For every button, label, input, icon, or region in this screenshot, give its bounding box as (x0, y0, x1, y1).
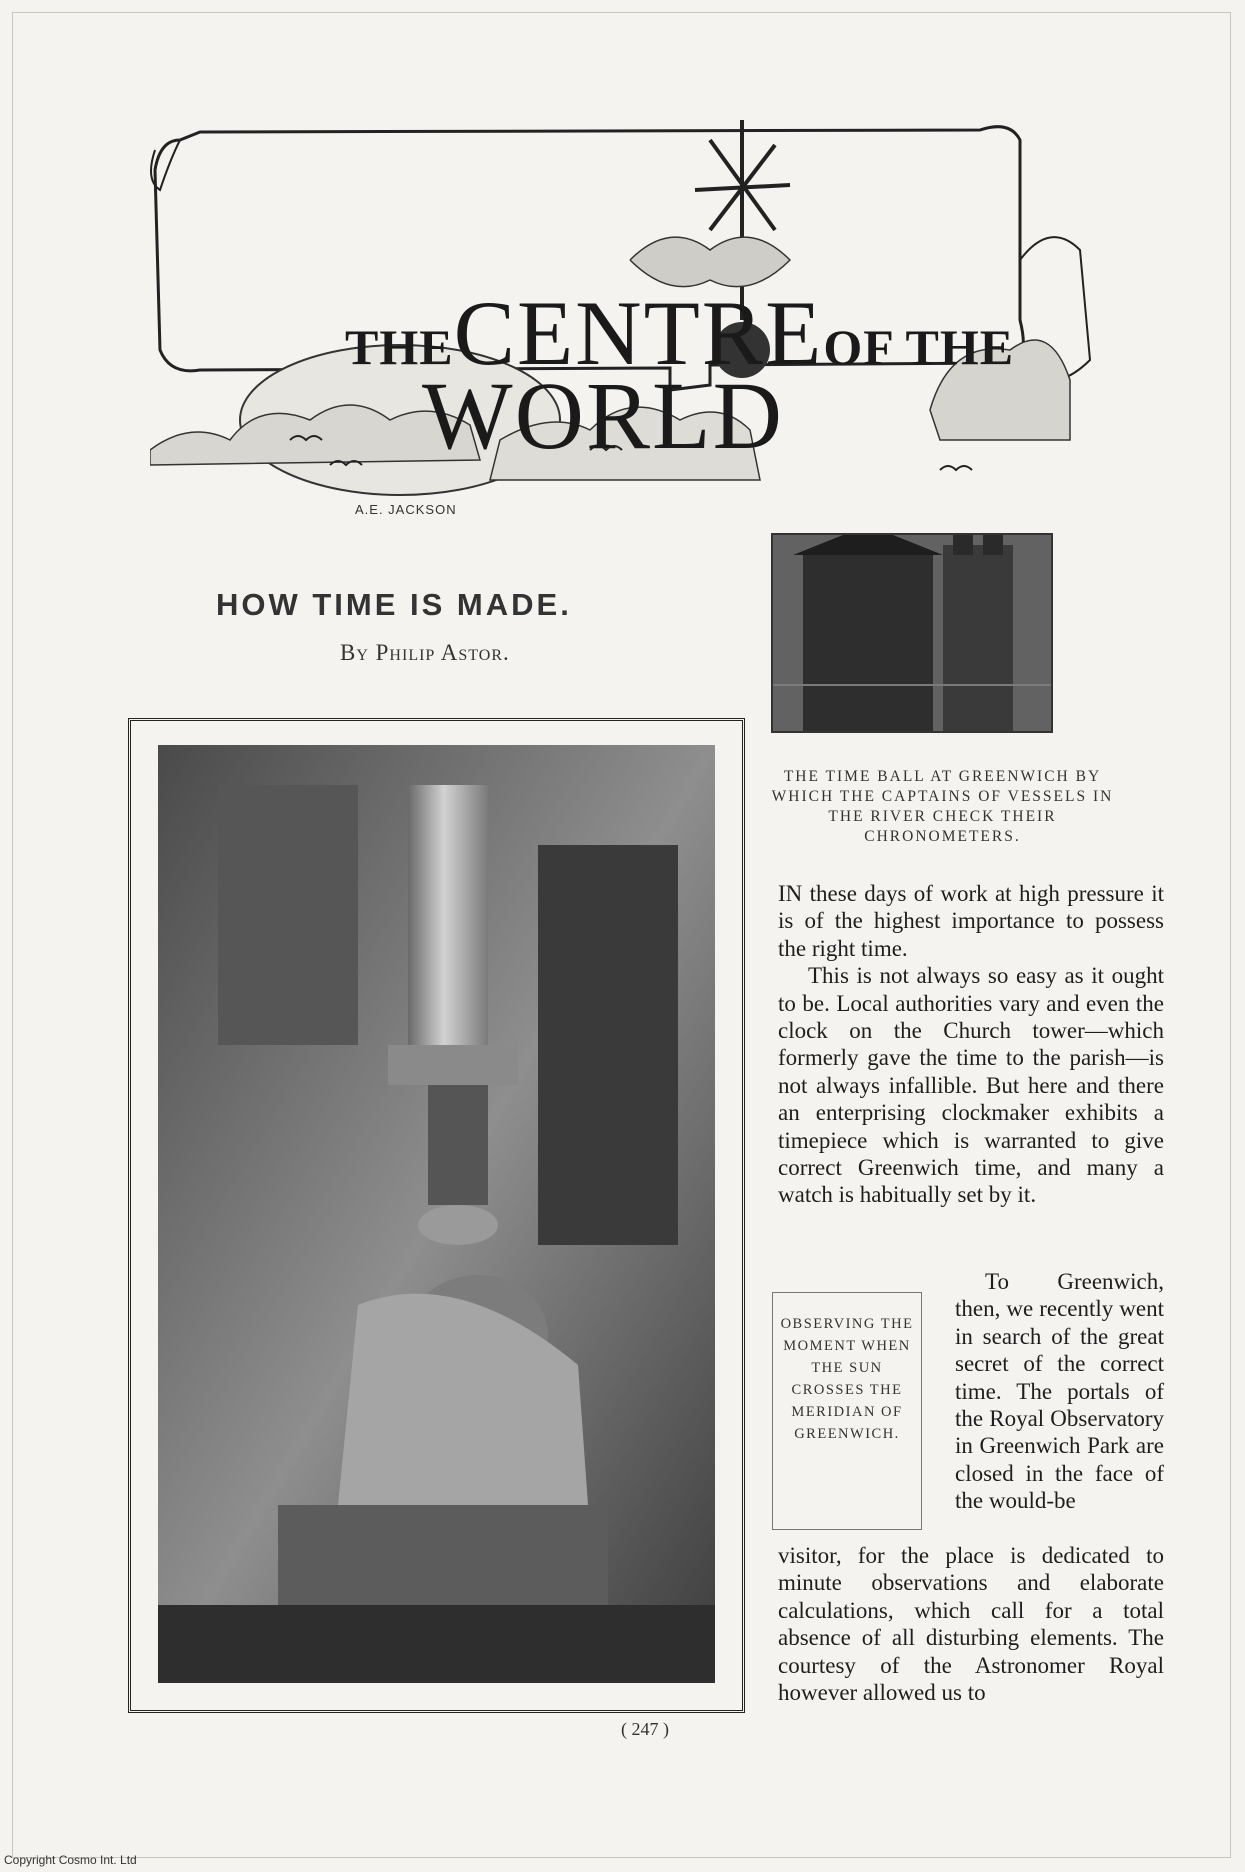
telescope-photograph (158, 745, 715, 1683)
paragraph-1: IN these days of work at high pressure it is of the highest importance to possess the right time. (778, 881, 1164, 961)
title-the: THE (345, 319, 454, 375)
copyright-notice: Copyright Cosmo Int. Ltd (4, 1853, 137, 1867)
paragraph-3-wrap: To Greenwich, then, we recently went in search of the great secret of the correct time. The portals of the Royal Observatory in Greenwich Park are closed in the face of the would-be (955, 1269, 1164, 1514)
page-number: ( 247 ) (621, 1719, 669, 1739)
title-of-the: OF THE (823, 319, 1015, 375)
title-banner (150, 120, 1145, 550)
telescope-illustration (158, 745, 715, 1683)
title-centre: CENTRE (453, 282, 824, 384)
illustrator-signature: A.E. JACKSON (355, 502, 457, 517)
body-column-bottom (778, 1542, 1164, 1706)
paragraph-3-continued: visitor, for the place is dedicated to minute observations and elaborate calculations, which call for a total absence of all disturbing elements. The courtesy of the Astronomer Royal however allowed us to (778, 1543, 1164, 1706)
body-column-narrow (955, 1268, 1164, 1515)
byline: By Philip Astor. (340, 640, 510, 665)
article-title: HOW TIME IS MADE. (216, 587, 572, 622)
paragraph-2: This is not always so easy as it ought to be. Local authorities vary and even the clock on the Church tower—which formerly gave the time to the parish—is not always infallible. But here and there an enterprising clockmaker exhibits a timepiece which is warranted to give correct Greenwich time, and many a watch is habitually set by it. (778, 963, 1164, 1208)
time-ball-caption: THE TIME BALL AT GREENWICH BY WHICH THE CAPTAINS OF VESSELS IN THE RIVER CHECK THEIR CHRONOMETERS. (771, 768, 1114, 845)
title-world: WORLD (422, 362, 784, 469)
body-column-top (778, 880, 1164, 1209)
time-ball-picture (771, 533, 1053, 733)
time-ball-illustration (773, 535, 1053, 733)
observing-caption: OBSERVING THE MOMENT WHEN THE SUN CROSSES THE MERIDIAN OF GREENWICH. (772, 1292, 922, 1530)
